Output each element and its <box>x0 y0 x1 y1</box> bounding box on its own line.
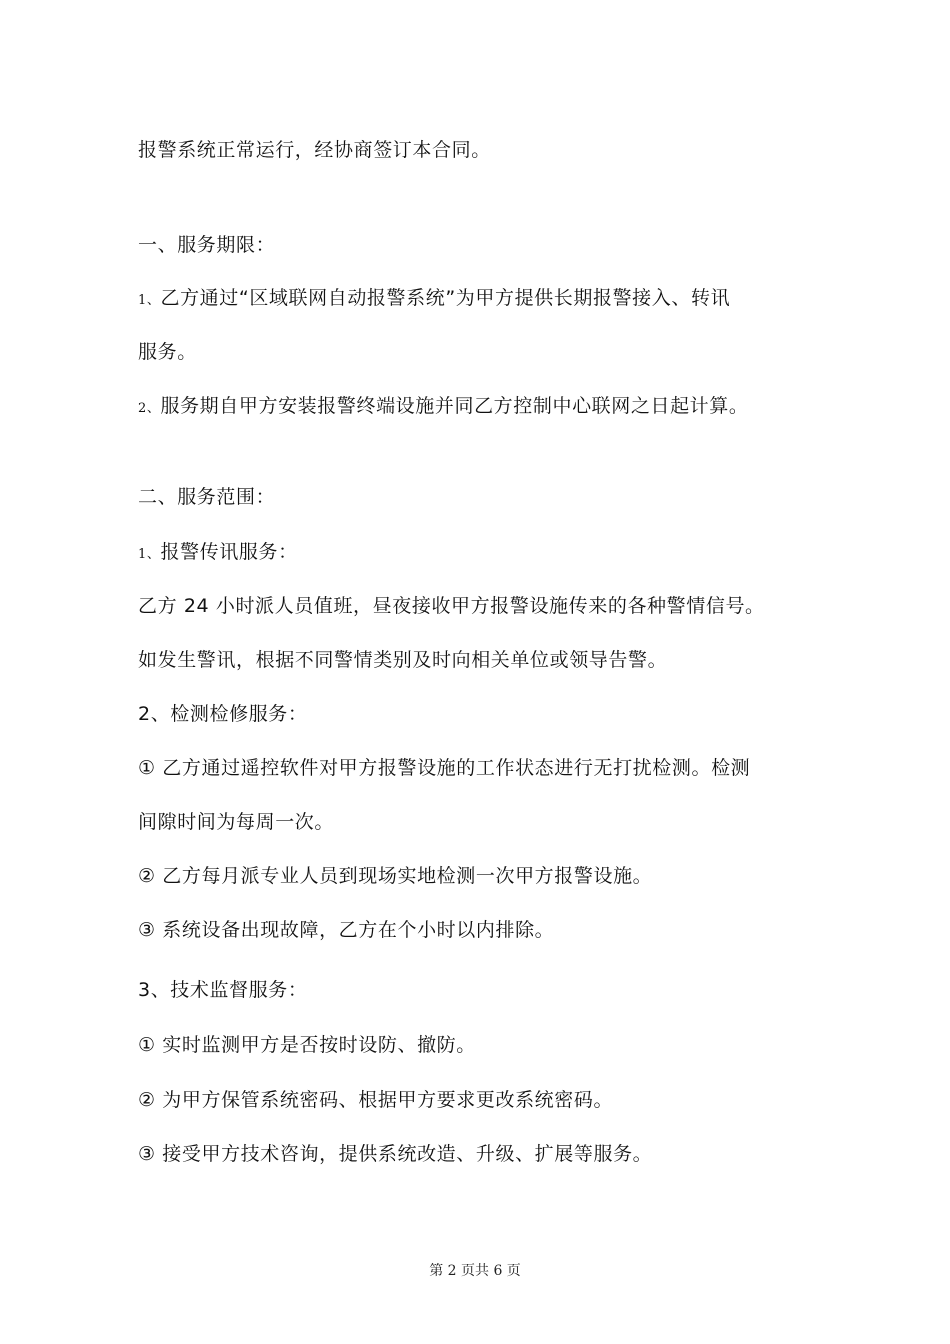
item-number: 1、 <box>138 547 161 562</box>
list-item-term-1 <box>138 286 730 313</box>
list-item-scope-1 <box>138 540 298 567</box>
list-item-supervision-1: ① 实时监测甲方是否按时设防、撤防。 <box>138 1034 476 1056</box>
paragraph-duty: 乙方 24 小时派人员值班，昼夜接收甲方报警设施传来的各种警情信号。 <box>138 595 765 617</box>
list-item-inspection-1: ① 乙方通过遥控软件对甲方报警设施的工作状态进行无打扰检测。检测 <box>138 757 751 779</box>
paragraph-continuation: 间隙时间为每周一次。 <box>138 811 335 833</box>
list-item-inspection-2: ② 乙方每月派专业人员到现场实地检测一次甲方报警设施。 <box>138 865 653 887</box>
subheading-inspection: 2、检测检修服务： <box>138 703 308 725</box>
subheading-supervision: 3、技术监督服务： <box>138 979 308 1001</box>
paragraph-continuation: 服务。 <box>138 341 197 363</box>
item-text: 乙方通过“区域联网自动报警系统”为甲方提供长期报警接入、转讯 <box>160 287 731 309</box>
list-item-term-2 <box>138 394 749 421</box>
item-number: 2、 <box>138 401 161 416</box>
paragraph-intro: 报警系统正常运行，经协商签订本合同。 <box>138 139 491 161</box>
page-number-footer: 第 2 页共 6 页 <box>429 1263 521 1279</box>
section-heading-term: 一、服务期限： <box>138 234 276 256</box>
item-number: 1、 <box>138 293 161 308</box>
item-text: 报警传讯服务： <box>160 541 298 563</box>
section-heading-scope: 二、服务范围： <box>138 486 276 508</box>
list-item-supervision-2: ② 为甲方保管系统密码、根据甲方要求更改系统密码。 <box>138 1089 614 1111</box>
list-item-inspection-3: ③ 系统设备出现故障，乙方在个小时以内排除。 <box>138 919 555 941</box>
list-item-supervision-3: ③ 接受甲方技术咨询，提供系统改造、升级、扩展等服务。 <box>138 1143 653 1165</box>
paragraph-alert: 如发生警讯，根据不同警情类别及时向相关单位或领导告警。 <box>138 649 668 671</box>
item-text: 服务期自甲方安装报警终端设施并同乙方控制中心联网之日起计算。 <box>160 395 749 417</box>
